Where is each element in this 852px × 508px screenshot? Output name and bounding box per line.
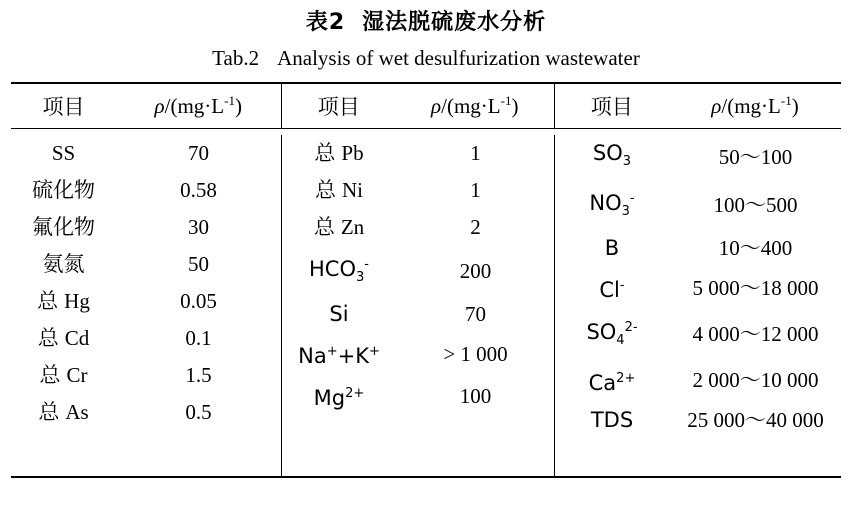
- table-row: [11, 172, 281, 209]
- row-name: 氨氮: [42, 252, 85, 276]
- table-row: [555, 360, 842, 402]
- row-value: 0.1: [185, 326, 212, 350]
- table-row: [11, 320, 281, 357]
- header-item-1: 项目: [11, 83, 116, 129]
- row-name: 总 Cr: [39, 363, 88, 387]
- header-item-2: 项目: [281, 83, 396, 129]
- row-value: 25 000～40 000: [687, 407, 824, 432]
- table-row: [282, 172, 555, 209]
- row-name: 硫化物: [32, 178, 95, 202]
- row-name: 总 As: [38, 400, 89, 424]
- row-name: 氟化物: [32, 215, 95, 239]
- row-name: $SO_4^{2-}$: [586, 320, 638, 349]
- row-name: 总 Pb: [314, 141, 364, 165]
- row-name: B: [604, 236, 620, 261]
- table-row: [555, 230, 842, 267]
- row-value: > 1 000: [443, 341, 508, 366]
- header-rho-1: $\rho/(mg\cdot L^{-1})$: [116, 83, 281, 129]
- table-title-number: 2: [328, 10, 345, 35]
- row-value: 4 000～12 000: [692, 321, 819, 346]
- table-row: [555, 309, 842, 359]
- table-row: [282, 296, 555, 333]
- table-title-text: 湿法脱硫废水分析: [362, 10, 547, 35]
- row-value: 1.5: [185, 363, 212, 387]
- row-name: Cl-: [599, 278, 625, 303]
- row-value: 5 000～18 000: [692, 275, 819, 300]
- table-row-empty: [555, 439, 842, 476]
- header-rho-3: $\rho/(mg\cdot L^{-1})$: [669, 83, 841, 129]
- sub-table-2: [282, 135, 555, 454]
- row-name: $HCO_3^-$: [309, 257, 369, 286]
- header-item-3: 项目: [554, 83, 669, 129]
- row-value: 0.5: [185, 400, 212, 424]
- table-title-english: [10, 44, 842, 72]
- table-row: [282, 375, 555, 417]
- row-value: 200: [459, 258, 492, 283]
- table-title-chinese: [10, 8, 842, 38]
- row-value: 2: [470, 215, 481, 239]
- row-value: [670, 439, 842, 476]
- table-row: [555, 135, 842, 180]
- row-name: 总 Zn: [313, 215, 365, 239]
- row-value: 70: [465, 302, 486, 327]
- table-row: [282, 246, 555, 296]
- row-value: [397, 417, 555, 454]
- table-title-en-text: Analysis of wet desulfurization wastewater: [277, 46, 640, 70]
- table-row: [555, 180, 842, 230]
- row-name: [555, 439, 670, 476]
- header-rho-2: $\rho/(mg\cdot L^{-1})$: [396, 83, 554, 129]
- table-page: [0, 8, 852, 508]
- sub-table-1: [11, 135, 281, 431]
- table-row: [282, 333, 555, 375]
- table-row: [282, 209, 555, 246]
- column-block-3: [554, 135, 841, 476]
- row-name: 总 Ni: [315, 178, 363, 202]
- row-name: [282, 417, 397, 454]
- table-title-en-label: Tab.2: [212, 46, 260, 70]
- sub-table-3: [555, 135, 842, 476]
- row-value: 0.58: [180, 178, 217, 202]
- row-value: 100～500: [713, 192, 798, 217]
- row-value: 50～100: [718, 145, 793, 170]
- row-value: 70: [188, 141, 209, 165]
- column-block-1: [11, 135, 281, 476]
- table-header-row: [11, 83, 841, 129]
- row-name: $SO_3$: [592, 141, 632, 170]
- row-name: $Mg^{2+}$: [313, 386, 365, 411]
- table-row: [11, 357, 281, 394]
- row-name: 总 Hg: [37, 289, 90, 313]
- table-row: [282, 135, 555, 172]
- table-row-empty: [282, 417, 555, 454]
- table-row: [11, 394, 281, 431]
- row-name: $NO_3^-$: [589, 191, 635, 220]
- row-name: TDS: [590, 407, 634, 432]
- row-value: 50: [188, 252, 209, 276]
- data-table: [11, 82, 841, 478]
- table-body-row: [11, 135, 841, 476]
- row-name: Si: [329, 302, 349, 327]
- row-name: SS: [51, 141, 76, 165]
- row-value: 10～400: [718, 236, 793, 261]
- row-name: $Ca^{2+}$: [588, 370, 636, 395]
- table-row: [11, 246, 281, 283]
- table-row: [11, 209, 281, 246]
- row-value: 1: [470, 178, 481, 202]
- table-bottom-rule: [11, 476, 841, 477]
- row-value: 30: [188, 215, 209, 239]
- table-row: [555, 267, 842, 309]
- row-value: 0.05: [180, 289, 217, 313]
- row-value: 1: [470, 141, 481, 165]
- row-value: 100: [459, 383, 492, 408]
- table-row: [11, 283, 281, 320]
- table-row: [11, 135, 281, 172]
- table-title-label: 表: [305, 10, 329, 35]
- table-row: [555, 402, 842, 439]
- row-name: 总 Cd: [37, 326, 90, 350]
- column-block-2: [281, 135, 554, 476]
- row-name: Na++K+: [298, 344, 380, 369]
- row-value: 2 000～10 000: [692, 368, 819, 393]
